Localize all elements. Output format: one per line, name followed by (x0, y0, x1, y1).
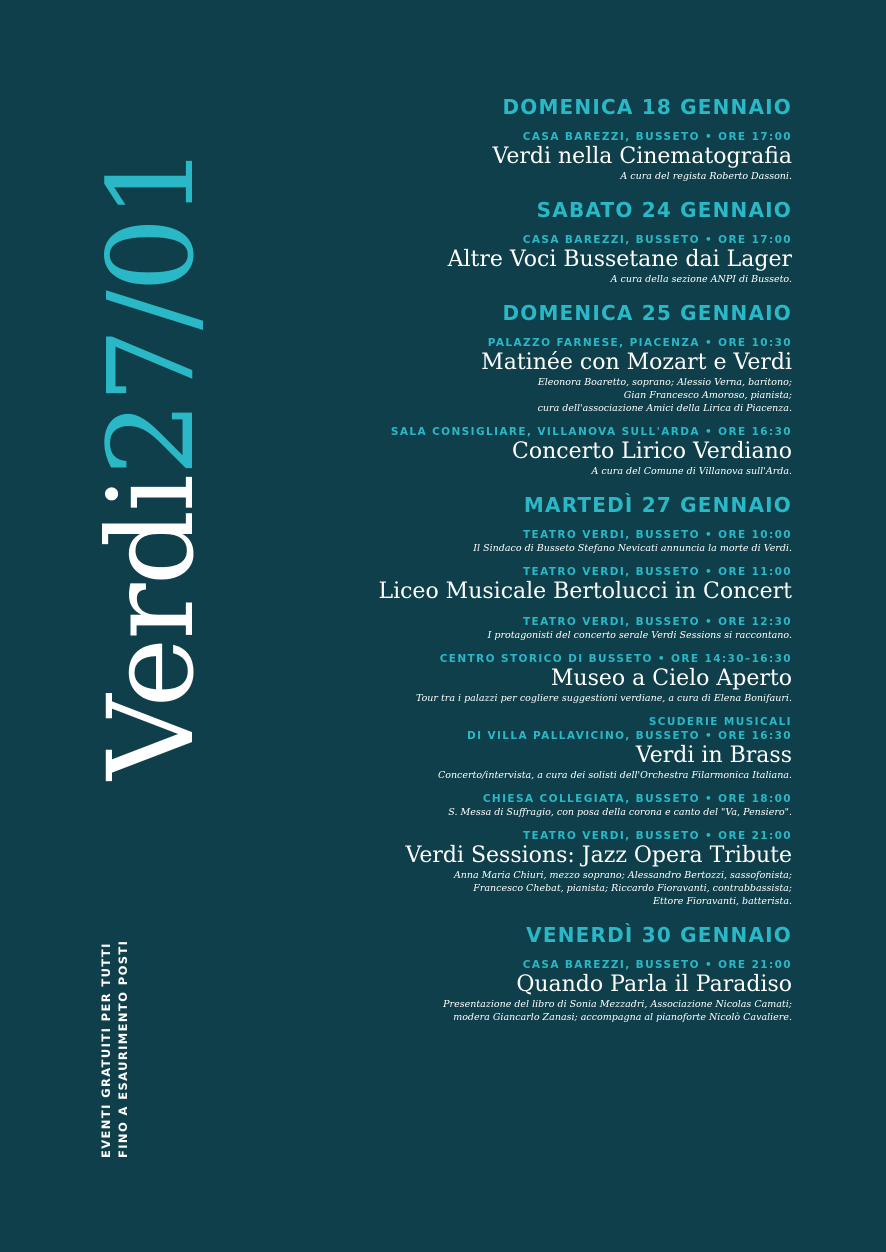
event-title: Verdi Sessions: Jazz Opera Tribute (405, 843, 792, 868)
event-venue-time: SCUDERIE MUSICALI DI VILLA PALLAVICINO, BUSSETO • ORE 16:30 (466, 716, 792, 742)
event-item (312, 715, 792, 782)
event-item (312, 336, 792, 415)
event-venue-time: TEATRO VERDI, BUSSETO • ORE 11:00 (522, 566, 792, 578)
day-heading: VENERDÌ 30 GENNAIO (526, 923, 792, 947)
event-item (312, 425, 792, 478)
day-heading: DOMENICA 18 GENNAIO (502, 95, 792, 119)
event-venue-time: PALAZZO FARNESE, PIACENZA • ORE 10:30 (487, 337, 792, 349)
event-venue-time: CASA BAREZZI, BUSSETO • ORE 17:00 (522, 234, 792, 246)
event-description: Presentazione del libro di Sonia Mezzadri, Associazione Nicolas Camati; moderа Giancarlo Zanasi; accompagna al pianoforte Nicolò Cavaliere. (443, 999, 792, 1023)
event-item (312, 652, 792, 705)
event-title: Verdi nella Cinematografia (492, 144, 792, 169)
title-date: 27/01 (82, 146, 220, 477)
event-item (312, 615, 792, 642)
event-description: Tour tra i palazzi per cogliere suggestioni verdiane, a cura di Elena Bonifauri. (415, 693, 792, 704)
poster-title (82, 146, 220, 780)
note-line-1: EVENTI GRATUITI PER TUTTI (99, 942, 113, 1158)
event-item (312, 792, 792, 819)
event-title: Concerto Lirico Verdiano (512, 439, 792, 464)
event-item (312, 958, 792, 1024)
event-item (312, 528, 792, 555)
event-title: Museo a Cielo Aperto (550, 666, 792, 691)
title-word: Verdi (82, 476, 220, 780)
day-heading: SABATO 24 GENNAIO (536, 198, 792, 222)
event-item (312, 233, 792, 286)
event-venue-time: TEATRO VERDI, BUSSETO • ORE 12:30 (522, 616, 792, 628)
day-heading: DOMENICA 25 GENNAIO (502, 301, 792, 325)
event-item (312, 829, 792, 908)
event-title: Verdi in Brass (635, 743, 792, 768)
event-description: I protagonisti del concerto serale Verdi Sessions si raccontano. (487, 630, 792, 641)
event-title: Liceo Musicale Bertolucci in Concert (378, 579, 792, 604)
event-venue-time: CENTRO STORICO DI BUSSETO • ORE 14:30–16:30 (439, 653, 792, 665)
event-venue-time: CHIESA COLLEGIATA, BUSSETO • ORE 18:00 (482, 793, 792, 805)
event-venue-time: TEATRO VERDI, BUSSETO • ORE 21:00 (522, 830, 792, 842)
event-venue-time: CASA BAREZZI, BUSSETO • ORE 17:00 (522, 131, 792, 143)
free-entry-note (98, 940, 132, 1158)
event-venue-time: CASA BAREZZI, BUSSETO • ORE 21:00 (522, 959, 792, 971)
event-description: A cura della sezione ANPI di Busseto. (610, 274, 792, 285)
event-description: S. Messa di Suffragio, con posa della corona e canto del "Va, Pensiero". (448, 807, 792, 818)
event-venue-time: SALA CONSIGLIARE, VILLANOVA SULL'ARDA • ORE 16:30 (390, 426, 792, 438)
event-description: Eleonora Boaretto, soprano; Alessio Verna, baritono; Gian Francesco Amoroso, pianista; cura dell'associazione Amici della Lirica di Piacenza. (537, 377, 792, 414)
event-description: Il Sindaco di Busseto Stefano Nevicati annuncia la morte di Verdi. (473, 543, 792, 554)
event-venue-time: TEATRO VERDI, BUSSETO • ORE 10:00 (522, 529, 792, 541)
event-title: Matinée con Mozart e Verdi (481, 350, 792, 375)
event-item (312, 130, 792, 183)
note-line-2: FINO A ESAURIMENTO POSTI (116, 939, 130, 1158)
event-description: Concerto/intervista, a cura dei solisti dell'Orchestra Filarmonica Italiana. (437, 770, 792, 781)
event-title: Quando Parla il Paradiso (516, 972, 792, 997)
event-title: Altre Voci Bussetane dai Lager (447, 247, 792, 272)
event-description: A cura del regista Roberto Dassoni. (620, 171, 792, 182)
event-description: A cura del Comune di Villanova sull'Arda. (591, 466, 792, 477)
event-program (312, 94, 792, 1038)
day-heading: MARTEDÌ 27 GENNAIO (523, 493, 792, 517)
event-description: Anna Maria Chiuri, mezzo soprano; Alessandro Bertozzi, sassofonista; Francesco Chebat, pianista; Riccardo Fioravanti, contrabbassista; Ettore Fioravanti, batterista. (453, 870, 792, 907)
event-item (312, 565, 792, 605)
